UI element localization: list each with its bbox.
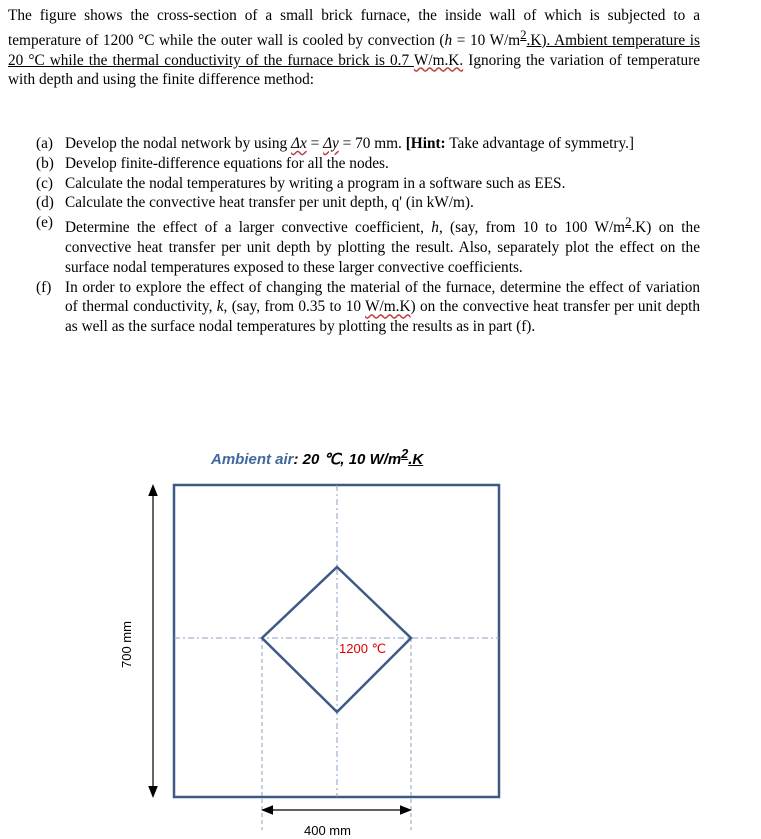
task-label: (a) <box>36 135 53 152</box>
height-label: 700 mm <box>119 621 134 668</box>
task-f-text-2: , (say, from 0.35 to 10 <box>223 298 366 316</box>
k-symbol: k <box>216 298 224 316</box>
task-f-text-3: ) on the convective heat transfer per unit depth as well as the surface nodal temperatures by plotting the results as in part (f). <box>65 298 700 336</box>
delta-y: Δy <box>323 135 339 152</box>
superscript: 2 <box>625 215 632 230</box>
inner-temperature: 1200 ℃ <box>339 641 387 656</box>
task-label: (b) <box>36 154 54 172</box>
task-label: (d) <box>36 194 54 212</box>
equals: = <box>306 135 324 152</box>
task-b-text: Develop finite-difference equations for all the nodes. <box>65 154 389 172</box>
task-a-text: Develop the nodal network by using <box>65 135 292 152</box>
ambient-value: : 20 ℃, 10 W/m <box>293 451 402 468</box>
task-e-text-3: .K) on the convective heat transfer per unit depth by plotting the result. Also, separately plot the effect on the surface nodal temperatures exposed to these larger convective coefficients. <box>65 219 700 276</box>
ambient-unit: .K <box>408 451 424 468</box>
task-label: (e) <box>36 214 53 232</box>
task-label: (f) <box>36 278 52 296</box>
k-unit: W/m.K <box>365 298 411 316</box>
intro-text-1: The figure shows the cross-section of a small brick furnace, the inside wall of which is subjected to a temperature of 1200 °C while the outer wall is cooled by convection ( <box>8 7 700 49</box>
intro-text-2: = 10 W/m <box>452 31 521 49</box>
h-symbol: h <box>431 219 439 237</box>
intro-text-3: .K). Ambient temperature is 20 °C while the thermal conductivity of the furnace brick is 0.7 <box>8 31 700 69</box>
task-e-text-2: , (say, from 10 to 100 W/m <box>438 219 626 237</box>
task-e-text: Determine the effect of a larger convective coefficient, <box>65 219 432 237</box>
task-c-text: Calculate the nodal temperatures by writing a program in a software such as EES. <box>65 174 566 192</box>
task-d-text: Calculate the convective heat transfer per unit depth, q' (in kW/m). <box>65 194 474 212</box>
delta-x: Δx <box>291 135 307 152</box>
task-f-text: In order to explore the effect of changing the material of the furnace, determine the effect of variation of thermal conductivity, <box>65 278 700 316</box>
task-label: (c) <box>36 174 53 192</box>
hint-label: [Hint: <box>405 135 446 152</box>
hint-text: Take advantage of symmetry.] <box>445 135 635 152</box>
width-label: 400 mm <box>304 823 351 838</box>
superscript: 2 <box>520 27 527 42</box>
superscript: 2 <box>401 447 409 461</box>
intro-text-4: Ignoring the variation of temperature with depth and using the finite difference method: <box>8 51 700 89</box>
ambient-air-text: Ambient air <box>211 451 294 468</box>
task-a-text-2: = 70 mm. <box>338 135 406 152</box>
k-unit: W/m.K. <box>413 51 464 69</box>
h-symbol: h <box>444 31 453 49</box>
